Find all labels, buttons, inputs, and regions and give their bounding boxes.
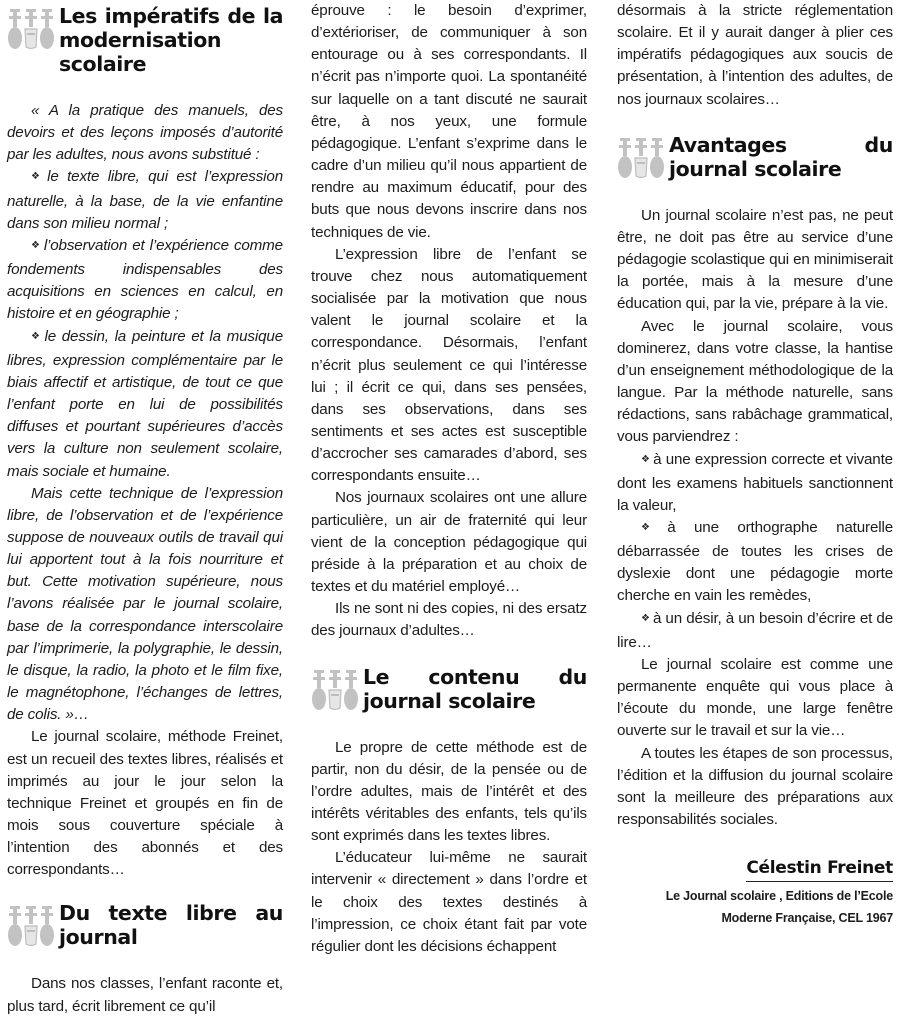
heading-imperatifs: Les impératifs de la modernisation scolaire [59,4,283,76]
quote-intro: « A la pratique des manuels, des devoirs et des leçons imposés d’autorité par les adultes, nous avons substitué : [7,102,283,164]
paragraph-educateur: L’éducateur lui-même ne saurait intervenir « directement » dans l’ordre et le choix des textes destinés à l’impression, ce choix étant fait par vote régulier dont les décisions échappent [311,849,587,955]
paragraph-propre: Le propre de cette méthode est de partir, non du désir, de la pensée ou de l’ordre adultes, mais de l’intérêt et des intérêts véritables des enfants, tels qu’ils sont exprimés dans les textes libres. [311,738,587,845]
section-heading-avantages [617,133,893,181]
paragraph-journal-definition: Le journal scolaire, méthode Freinet, est un recueil des textes libres, réalisés et imprimés au jour le jour selon la technique Freinet et groupés en fin de mois sous couverture spéciale à l’intention des abonnés et des correspondants… [7,728,283,879]
column-3 [617,0,893,929]
author-name: Célestin Freinet [746,857,893,882]
bullet-diamond-icon: ❖ [31,171,45,183]
bullet-diamond-icon: ❖ [31,239,41,251]
bullet-item: ❖ à un désir, à un besoin d’écrire et de lire… [617,609,893,651]
printing-press-icon [617,136,665,180]
bullet-diamond-icon: ❖ [641,612,650,624]
bullet-item: ❖ le texte libre, qui est l’expression naturelle, à la base, de la vie enfantine dans son milieu normal ; [7,168,283,232]
bullet-item: ❖ à une orthographe naturelle débarrassée de toutes les crises de dyslexie dont une pédagogie morte cherche en vain les remèdes, [617,518,893,605]
quote-continuation: Mais cette technique de l’expression libre, de l’observation et de l’expérience suppose de nouveaux outils de travail qui lui apportent tout à la fois nourriture et but. Cette motivation supérieure, nous l’avons réalisée par le journal scolaire, base de la correspondance interscolaire par l’imprimerie, la polygraphie, le dessin, le disque, la radio, la photo et le film fixe, le magnétophone, l’échanges de lettres, de colis. »… [7,484,283,724]
column-2 [311,0,587,958]
section-heading-contenu [311,665,587,713]
printing-press-icon [7,7,55,51]
paragraph-avec: Avec le journal scolaire, vous dominerez, dans votre classe, la hantise d’un enseignement méthodologique de la langue. Par la méthode naturelle, sans rédactions, sans rabâchage grammatical, vous parviendrez : [617,317,893,446]
paragraph-expression-libre: L’expression libre de l’enfant se trouve chez nous automatiquement socialisée par la motivation que nous valent le journal scolaire et la correspondance. Désormais, l’enfant n’écrit plus seulement ce qui l’intéresse lui ; il écrit ce qui, dans ses pensées, dans ses observations, dans ses sentiments et ses actes est susceptible d’accrocher ses camarades d’abord, ses correspondants ensuite… [311,245,587,485]
paragraph-service: Un journal scolaire n’est pas, ne peut être, ne doit pas être au service d’une pédagogie scolastique qui en minimiserait la portée, mais à la mesure d’une éducation qui, par la vie, prépare à la vie. [617,206,893,313]
bullet-diamond-icon: ❖ [641,453,651,465]
paragraph-classes-continued: éprouve : le besoin d’exprimer, d’extérioriser, de communiquer à son entourage ou à ses correspondants. Il n’écrit pas n’importe quoi. La spontanéité sur laquelle on a tant discuté ne saurait être, à nos yeux, une formule pédagogique. L’enfant s’exprime dans le cadre d’un milieu qu’il nous appartient de rendre au maximum éducatif, pour des buts que nous devons inscrire dans nos techniques de vie. [311,2,587,241]
bullet-item: ❖ le dessin, la peinture et la musique libres, expression complémentaire par le biais affectif et artistique, de tout ce que l’enfant porte en lui de possibilités diffuses et pourtant supérieures d’accès vers la culture non seulement scolaire, mais sociale et humaine. [7,327,283,480]
bullet-item: ❖ l’observation et l’expérience comme fondements indispensables des acquisitions en sciences en calcul, en histoire et en géographie ; [7,236,283,323]
bullet-diamond-icon: ❖ [31,330,42,342]
bullet-item: ❖ à une expression correcte et vivante dont les examens habituels sanctionnent la valeur, [617,450,893,514]
paragraph-enquete: Le journal scolaire est comme une permanente enquête qui vous place à l’écoute du monde, une large fenêtre ouverte sur le travail et sur la vie… [617,655,893,740]
paragraph-allure: Nos journaux scolaires ont une allure particulière, un air de fraternité qui leur vient de la conception pédagogique qui préside à la préparation et au choix de textes et du matériel employé… [311,489,587,596]
paragraph-etapes: A toutes les étapes de son processus, l’édition et la diffusion du journal scolaire sont la meilleure des préparations aux responsabilités sociales. [617,744,893,828]
printing-press-icon [311,668,359,712]
column-1 [7,0,283,1018]
section-heading-imperatifs [7,4,283,76]
bullet-diamond-icon: ❖ [641,521,665,533]
heading-avantages: Avantages du journal scolaire [669,132,893,181]
paragraph-educateur-continued: désormais à la stricte réglementation scolaire. Et il y aurait danger à plier ces impératifs pédagogiques aux soucis de présentation, à l’intention des adultes, de nos journaux scolaires… [617,2,893,108]
source-citation: Le Journal scolaire , Editions de l’Ecole Moderne Française, CEL 1967 [665,889,893,926]
signature-block [617,857,893,929]
paragraph-classes: Dans nos classes, l’enfant raconte et, plus tard, écrit librement ce qu’il [7,975,283,1015]
section-heading-texte-libre [7,901,283,949]
printing-press-icon [7,904,55,948]
heading-texte-libre: Du texte libre au journal [59,901,283,950]
paragraph-copies: Ils ne sont ni des copies, ni des ersatz des journaux d’adultes… [311,600,587,640]
heading-contenu: Le contenu du journal scolaire [363,664,587,713]
